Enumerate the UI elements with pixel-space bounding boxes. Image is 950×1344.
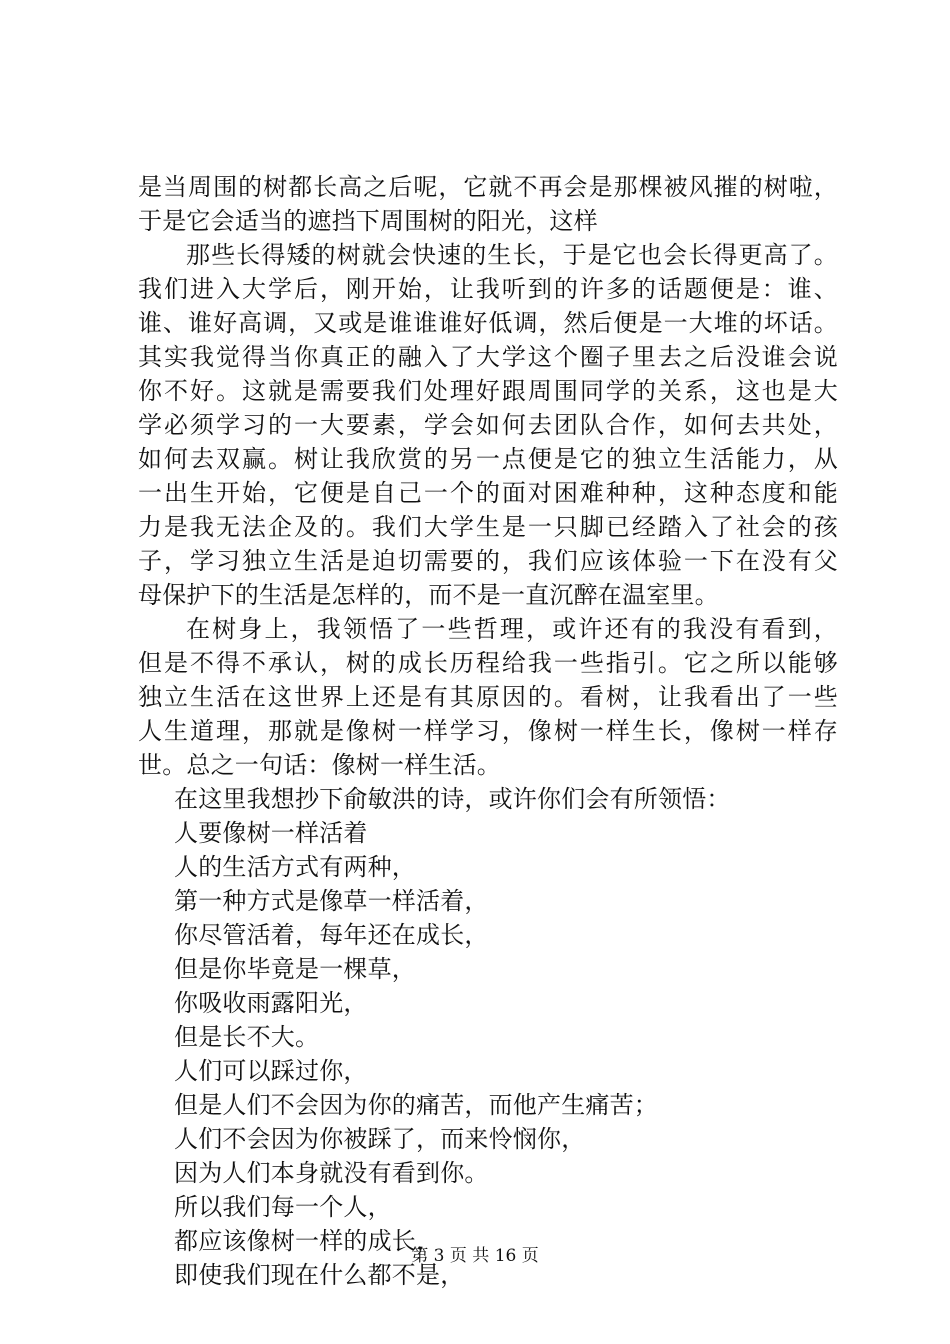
poem-title: 人要像树一样活着 [174, 819, 368, 847]
text-line: 人生道理，那就是像树一样学习，像树一样生长，像树一样存 [138, 717, 838, 745]
text-line: 如何去双赢。树让我欣赏的另一点便是它的独立生活能力，从 [138, 445, 838, 473]
text-line: 你不好。这就是需要我们处理好跟周围同学的关系，这也是大 [138, 377, 838, 405]
paragraph-start-line: 在树身上，我领悟了一些哲理，或许还有的我没有看到， [186, 615, 838, 643]
poem-line: 第一种方式是像草一样活着， [174, 887, 489, 915]
poem-line: 但是长不大。 [174, 1023, 320, 1051]
text-line: 子，学习独立生活是迫切需要的，我们应该体验一下在没有父 [138, 547, 838, 575]
page-number-footer: 第 3 页 共 16 页 [411, 1246, 539, 1266]
poem-line: 人们可以踩过你， [174, 1057, 368, 1085]
poem-line: 但是人们不会因为你的痛苦，而他产生痛苦； [174, 1091, 658, 1119]
poem-line: 你尽管活着，每年还在成长， [174, 921, 489, 949]
text-line: 于是它会适当的遮挡下周围树的阳光，这样 [138, 207, 598, 235]
text-line: 学必须学习的一大要素，学会如何去团队合作，如何去共处， [138, 411, 838, 439]
poem-line: 即使我们现在什么都不是， [174, 1261, 465, 1289]
poem-line: 因为人们本身就没有看到你。 [174, 1159, 489, 1187]
poem-line: 你吸收雨露阳光， [174, 989, 368, 1017]
text-line: 母保护下的生活是怎样的，而不是一直沉醉在温室里。 [138, 581, 719, 609]
poem-line: 人们不会因为你被踩了，而来怜悯你， [174, 1125, 586, 1153]
poem-line: 但是你毕竟是一棵草， [174, 955, 416, 983]
paragraph-start-line: 在这里我想抄下俞敏洪的诗，或许你们会有所领悟： [174, 785, 731, 813]
poem-line: 所以我们每一个人， [174, 1193, 392, 1221]
text-line: 谁、谁好高调，又或是谁谁谁好低调，然后便是一大堆的坏话。 [138, 309, 838, 337]
paragraph-start-line: 那些长得矮的树就会快速的生长，于是它也会长得更高了。 [186, 241, 838, 269]
text-line: 力是我无法企及的。我们大学生是一只脚已经踏入了社会的孩 [138, 513, 838, 541]
document-body [138, 170, 838, 1292]
text-line: 我们进入大学后，刚开始，让我听到的许多的话题便是：谁、 [138, 275, 838, 303]
poem-line: 人的生活方式有两种， [174, 853, 416, 881]
text-line: 世。总之一句话：像树一样生活。 [138, 751, 501, 779]
poem-line: 都应该像树一样的成长， [174, 1227, 441, 1255]
text-line: 但是不得不承认，树的成长历程给我一些指引。它之所以能够 [138, 649, 838, 677]
text-line: 独立生活在这世界上还是有其原因的。看树，让我看出了一些 [138, 683, 838, 711]
text-line: 一出生开始，它便是自己一个的面对困难种种，这种态度和能 [138, 479, 838, 507]
text-line: 是当周围的树都长高之后呢，它就不再会是那棵被风摧的树啦， [138, 173, 838, 201]
text-line: 其实我觉得当你真正的融入了大学这个圈子里去之后没谁会说 [138, 343, 838, 371]
